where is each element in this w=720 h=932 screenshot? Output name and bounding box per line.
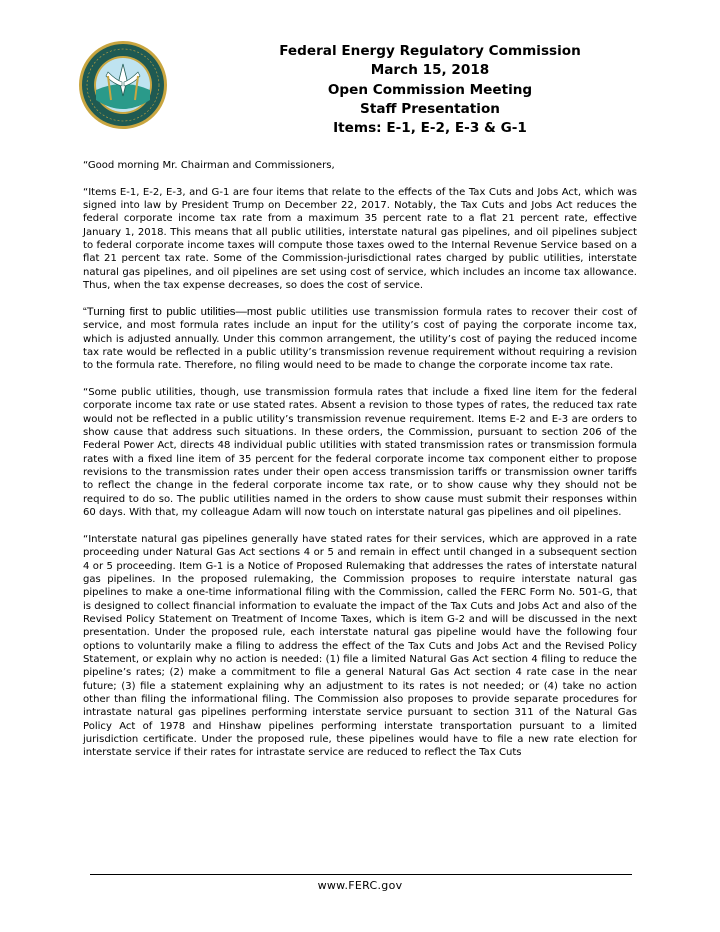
footer-divider xyxy=(90,874,632,875)
footer-url[interactable]: www.FERC.gov xyxy=(317,879,403,892)
paragraph-gas-pipelines: “Interstate natural gas pipelines generally have stated rates for their services, which are approved in a rate proceeding under Natural Gas Act sections 4 or 5 and remain in effect until changed in a subsequent section 4 or 5 proceeding. Item G-1 is a Notice of Proposed Rulemaking that addresses the rates of interstate natural gas pipelines. In the proposed rulemaking, the Commission proposes to require interstate natural gas pipelines to make a one-time informational filing with the Commission, called the FERC Form No. 501-G, that is designed to collect financial information to evaluate the impact of the Tax Cuts and Jobs Act and also of the Revised Policy Statement on Treatment of Income Taxes, which is item G-2 and will be discussed in the next presentation. Under the proposed rule, each interstate natural gas pipeline would have the following four options to voluntarily make a filing to address the effect of the Tax Cuts and Jobs Act and the Revised Policy Statement, or explain why no action is needed: (1) file a limited Natural Gas Act section 4 filing to reduce the pipeline’s rates; (2) make a commitment to file a general Natural Gas Act section 4 rate case in the near future; (3) file a statement explaining why an adjustment to its rates is not needed; or (4) take no action other than filing the informational filing. The Commission also proposes to provide separate procedures for intrastate natural gas pipelines performing interstate service pursuant to section 311 of the Natural Gas Policy Act of 1978 and Hinshaw pipelines performing interstate transportation pursuant to a limited jurisdiction certificate. Under the proposed rule, these pipelines would have to file a new rate election for interstate service if their rates for intrastate service are reduced to reflect the Tax Cuts xyxy=(83,533,637,759)
header-line-presentation: Staff Presentation xyxy=(360,100,500,117)
paragraph-lead-phrase: “Turning first to public utilities—most xyxy=(83,305,272,318)
paragraph-public-utilities xyxy=(83,306,637,373)
paragraph-show-cause-orders: “Some public utilities, though, use transmission formula rates that include a fixed line item for the federal corporate income tax rate or use stated rates. Absent a revision to those types of rates, the reduced tax rate would not be reflected in a public utility’s transmission revenue requirement. Items E-2 and E-3 are orders to show cause that address such situations. In these orders, the Commission, pursuant to section 206 of the Federal Power Act, directs 48 individual public utilities with stated transmission rates or transmission formula rates with a fixed line item of 35 percent for the federal corporate income tax component either to propose revisions to the transmission rates under their open access transmission tariffs or transmission owner tariffs to reflect the change in the federal corporate income tax rate, or to show cause why they should not be required to do so. The public utilities named in the orders to show cause must submit their responses within 60 days. With that, my colleague Adam will now touch on interstate natural gas pipelines and oil pipelines. xyxy=(83,386,637,519)
header-line-date: March 15, 2018 xyxy=(370,62,490,79)
header-line-agency: Federal Energy Regulatory Commission xyxy=(279,43,581,59)
header-line-meeting: Open Commission Meeting xyxy=(327,81,533,98)
paragraph-tax-cuts-overview: “Items E-1, E-2, E-3, and G-1 are four items that relate to the effects of the Tax Cuts and Jobs Act, which was signed into law by President Trump on December 22, 2017. Notably, the Tax Cuts and Jobs Act reduces the federal corporate income tax rate from a maximum 35 percent rate to a flat 21 percent rate, effective January 1, 2018. This means that all public utilities, interstate natural gas pipelines, and oil pipelines subject to federal corporate income taxes will compute those taxes owed to the Internal Revenue Service based on a flat 21 percent tax rate. Some of the Commission-jurisdictional rates charged by public utilities, interstate natural gas pipelines, and oil pipelines are set using cost of service, which includes an income tax allowance. Thus, when the tax expense decreases, so does the cost of service. xyxy=(83,186,637,292)
ferc-seal-logo xyxy=(78,40,168,130)
document-body xyxy=(83,159,637,773)
paragraph-greeting: “Good morning Mr. Chairman and Commissioners, xyxy=(83,160,335,171)
document-header xyxy=(200,42,660,138)
paragraph-text: public utilities use transmission formula rates to recover their cost of service, and most formula rates include an input for the utility’s cost of paying the corporate income tax, which is adjusted annually. Under this common arrangement, the utility’s cost of paying the reduced income tax rate would be reflected in a public utility’s transmission revenue requirement without requiring a revision to the formula rate. Therefore, no filing would need to be made to change the corporate income tax rate. xyxy=(83,306,638,372)
header-line-items: Items: E-1, E-2, E-3 & G-1 xyxy=(333,120,527,137)
